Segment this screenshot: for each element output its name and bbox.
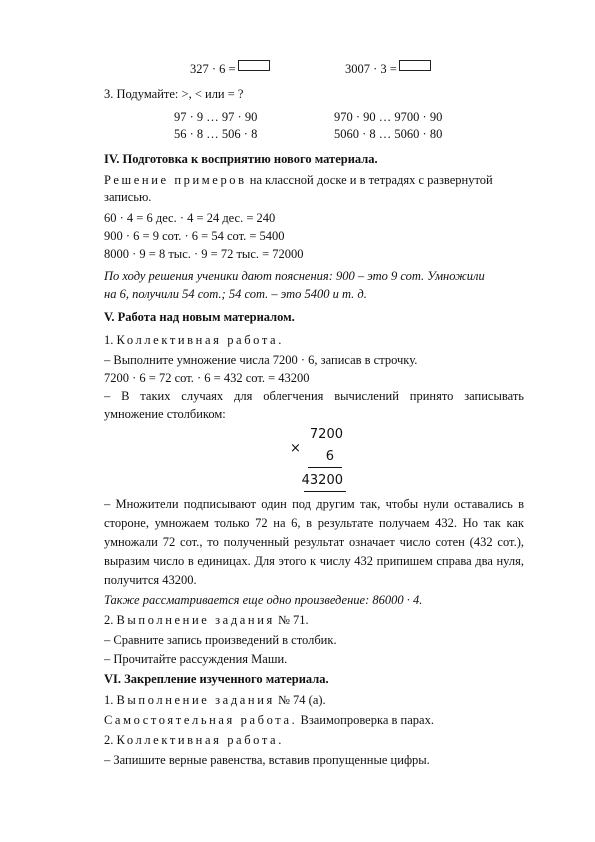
- column-multiplication: [290, 424, 346, 494]
- section5-heading: V. Работа над новым материалом.: [104, 310, 295, 324]
- example-3: 8000 · 9 = 8 тыс. · 9 = 72 тыс. = 72000: [104, 247, 304, 261]
- spaced-phrase: Выполнение задания: [116, 693, 275, 707]
- exercise-a: [190, 60, 270, 77]
- section6-item2: [104, 732, 524, 748]
- spaced-phrase: Выполнение задания: [116, 613, 275, 627]
- example-2: 900 · 6 = 9 сот. · 6 = 54 сот. = 5400: [104, 229, 285, 243]
- answer-box: [238, 60, 270, 71]
- expl-line-4: выразим число в единицах. Для этого к числу 432 припишем справа два нуля,: [104, 554, 524, 568]
- spaced-phrase: Коллективная работа.: [116, 333, 284, 347]
- item-rest: № 71.: [274, 613, 309, 627]
- expl-line-1: – Множители подписывают один под другим так, чтобы нули оставались в: [104, 497, 524, 511]
- section5-line1: – Выполните умножение числа 7200 · 6, записав в строчку.: [104, 353, 418, 367]
- section5-line5: – Сравните запись произведений в столбик.: [104, 633, 337, 647]
- compare-left-2: 56 · 8 … 506 · 8: [174, 127, 258, 141]
- section5-line2: 7200 · 6 = 72 сот. · 6 = 432 сот. = 43200: [104, 371, 310, 385]
- compare-right-1: 970 · 90 … 9700 · 90: [334, 110, 443, 124]
- section6-item1: [104, 692, 524, 708]
- spaced-phrase: Самостоятельная работа.: [104, 713, 298, 727]
- item-number: 1.: [104, 333, 117, 347]
- self-rest: Взаимопроверка в парах.: [297, 713, 434, 727]
- exercise-b: [345, 60, 431, 77]
- section5-line3: – В таких случаях для облегчения вычислений принято записывать: [104, 389, 524, 403]
- section4-intro: [104, 172, 524, 188]
- section6-last: – Запишите верные равенства, вставив пропущенные цифры.: [104, 753, 430, 767]
- expl-line-5: получится 43200.: [104, 573, 197, 587]
- column-multiplier: 6: [325, 449, 334, 464]
- answer-box: [399, 60, 431, 71]
- expl-line-3: умножали 72 сот., то полученный результат означает число сотен (432 сот.),: [104, 535, 524, 549]
- column-result: 43200: [301, 473, 343, 488]
- section6-heading: VI. Закрепление изученного материала.: [104, 672, 329, 686]
- spaced-phrase: Решение примеров: [104, 173, 247, 187]
- note-line-1: По ходу решения ученики дают пояснения: 900 – это 9 сот. Умножили: [104, 269, 485, 283]
- section6-self-work: [104, 712, 524, 728]
- section5-line4: умножение столбиком:: [104, 407, 226, 421]
- exercise-a-text: 327 · 6 =: [190, 62, 236, 76]
- column-top: 7200: [309, 427, 343, 442]
- spaced-phrase: Коллективная работа.: [116, 733, 284, 747]
- section4-intro-line2: записью.: [104, 190, 152, 204]
- item-number: 2.: [104, 613, 117, 627]
- section5-line6: – Прочитайте рассуждения Маши.: [104, 652, 288, 666]
- example-1: 60 · 4 = 6 дес. · 4 = 24 дес. = 240: [104, 211, 276, 225]
- section5-item2: [104, 612, 524, 628]
- column-rule: [304, 491, 346, 492]
- also-note: Также рассматривается еще одно произведение: 86000 · 4.: [104, 593, 423, 607]
- section4-heading: IV. Подготовка к восприятию нового материала.: [104, 152, 378, 166]
- multiply-sign: ×: [290, 441, 301, 456]
- item-number: 2.: [104, 733, 117, 747]
- compare-left-1: 97 · 9 … 97 · 90: [174, 110, 258, 124]
- note-line-2: на 6, получили 54 сот.; 54 сот. – это 5400 и т. д.: [104, 287, 367, 301]
- task3-title: 3. Подумайте: >, < или = ?: [104, 87, 244, 101]
- column-rule: [308, 467, 342, 468]
- expl-line-2: стороне, умножаем только 72 на 6, в результате получаем 432. Но так как: [104, 516, 524, 530]
- exercise-b-text: 3007 · 3 =: [345, 62, 397, 76]
- item-number: 1.: [104, 693, 117, 707]
- item-rest: № 74 (а).: [274, 693, 326, 707]
- section5-item1: [104, 332, 524, 348]
- compare-right-2: 5060 · 8 … 5060 · 80: [334, 127, 443, 141]
- intro-rest: на классной доске и в тетрадях с развернутой: [246, 173, 493, 187]
